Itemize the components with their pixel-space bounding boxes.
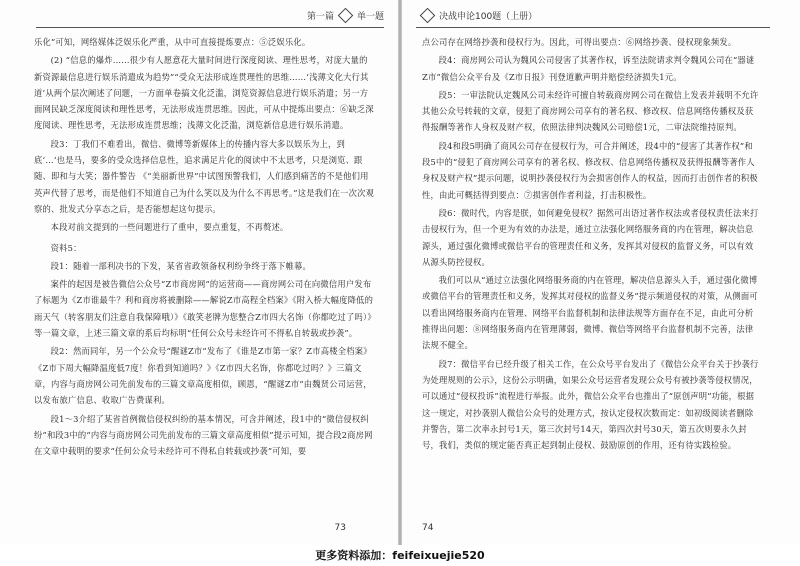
paragraph: 段4：商房网公司认为魏风公司侵害了其著作权，诉至法院请求判令魏风公司在“器谜Z市”微信公众平台及《Z市日报》刊登道歉声明并赔偿经济损失1元。 bbox=[422, 55, 755, 82]
right-page-number: 74 bbox=[422, 523, 434, 533]
diamond-icon bbox=[420, 7, 436, 23]
paragraph: 乐化”可知，网络媒体泛娱乐化严重，从中可直接提炼要点：⑤泛娱乐化。 bbox=[34, 37, 311, 47]
paragraph: 段4和段5明确了商风公司存在侵权行为，可合并阐述，段4中的“侵害了其著作权”和段5中的“侵犯了商房网公司享有的著名权、修改权、信息网络传播权及获得报酬等著作人身权及财产权”提示问题，说明抄袭侵权行为会损害创作人的权益，因而打击创作者的积极性，由此可概括得到要点：⑦损害创作者利益，打击积极性。 bbox=[422, 140, 758, 200]
left-page bbox=[0, 0, 398, 545]
left-header-chapter: 第一篇 bbox=[306, 11, 334, 22]
right-page-header bbox=[416, 6, 782, 24]
paragraph: 本段对前文提到的一些问题进行了重申，要点重复，不再赘述。 bbox=[50, 222, 289, 233]
left-page-number: 73 bbox=[334, 523, 346, 533]
right-page-body bbox=[422, 34, 760, 515]
left-page-body bbox=[34, 34, 376, 515]
right-page bbox=[402, 0, 800, 545]
paragraph: 案件的起因是被告微信公众号“Z市商房网”的运营商——商房网公司在向微信用户发布了标题为《Z市谁最牛？利和商房将被删除——解说Z市高程全档案》《附入桥大幅度降低的雨天气（转客朋友们注意自我保障哦）》《敢笑老牌为您整合Z市四大名饰（你都吃过了吗）》等一篇文章，上述三篇文章的系后均标明“任何公众号未经许可不得私自转载或抄袭”。 bbox=[34, 279, 376, 339]
paragraph: 段1：随着一部利决书的下发，某省省政领备权利纷争终于落下帷幕。 bbox=[50, 260, 311, 271]
paragraph: 段3：丁我们不难看出，微信、微博等新媒体上的传播内容大多以娱乐为上，到底‘…’也是马，要多的受众选择信息性，追求满足片化的阅读中不太思考，只是浏览、跟随、即和与大笑；器件警告 《“美丽新世界”中试图预警我们，人们感到痛苦的不是他们用英声代替了思考，而是他们不知道自己为什么笑以及为什么不再思考。”这是我们在一次次观察的、批发式分享态之后，是否能想起这句提示。 bbox=[34, 138, 375, 214]
paragraph: 段6：微时代，内容是朕，如何避免侵权？据然可出语过著作权法或者侵权责任法来打击侵权行为，但一个更为有效的办法是，通过立法强化网络服务商的内在管理，解决信息源头，通过强化微博或微信平台的管理责任和义务，发挥其对侵权的监督义务，可以有效从源头防控侵权。 bbox=[422, 207, 759, 267]
right-header-title: 决战申论100题（上册） bbox=[439, 11, 538, 22]
footer-caption: 更多资料添加：feifeixuejie520 bbox=[0, 545, 800, 566]
left-header-title: 单一题 bbox=[356, 11, 384, 22]
left-header-rule bbox=[36, 27, 384, 28]
paragraph: (2) “信息的爆炸……很少有人愿意花大量时间进行深度阅读、理性思考，对庞大量的新资源最信息进行娱乐消遣成为趋势”“受众无法形成连贯理性的思维……‘浅薄文化大行其道’从两个层次阐述了问题，一方面单卷搞文化泛滥，浏览资源信息进行娱乐消遣；另一方面网民缺乏深度阅读和理性思考，无法形成连贯思维。因此，可从中提炼出要点：⑥缺乏深度阅读、理性思考，无法形成连贯思维；浅薄文化泛滥，浏览新信息进行娱乐消遣。 bbox=[34, 55, 374, 131]
material-title: 资料5： bbox=[50, 242, 82, 253]
paragraph: 段5：一审法院认定魏风公司未经许可擅自转载商房网公司在微信上发表并载明不允许其他公众号转载的文章，侵犯了商房网公司享有的著名权、修改权、信息网络传播权及获得报酬等著作人身权及财产权，依照法律判决魏风公司赔偿1元，二审法院维持原判。 bbox=[422, 89, 759, 133]
paragraph: 点公司存在网络抄袭和侵权行为。因此，可得出要点：⑥网络抄袭、侵权现象频发。 bbox=[422, 37, 737, 47]
left-page-header bbox=[18, 6, 384, 24]
paragraph: 段7：微信平台已经升级了相关工作，在公众号平台发出了《微信公众平台关于抄袭行为处理规则的公示》，这份公示明确，如果公众号运营者发现公众号有被抄袭等侵权情况，可以通过“侵权投诉”流程进行举报。此外，微信公众平台也推出了“原创声明”功能，根据这一规定，对抄袭别人微信公众号的处理方式，按认定侵权次数而定：如初级阅读者删除并警告，第二次率永封号1天，第三次封号14天，第四次封号30天，第五次则要永久封号，我们，类似的规定能否真正起到制止侵权、鼓励原创的作用，还有待实践检验。 bbox=[422, 358, 759, 451]
diamond-icon bbox=[338, 7, 354, 23]
paragraph: 段1～3介绍了某省首例微信侵权纠纷的基本情况，可含并阐述，段1中的“微信侵权纠纷”和段3中的“内容与商房网公司先前发布的三篇文章高度相似”提示可知，提合段2商房网在文章中载明的要求“任何公众号未经许可不得私自转载或抄袭”可知，要 bbox=[34, 413, 373, 457]
paragraph: 段2：然而同年，另一个公众号“醒谜Z市”发布了《谁是Z市第一家？Z市高楼全档案》《Z市下周大幅降温度低7度！你看到知道吗？》《Z市四大名饰，你都吃过吗？》三篇文章，内容与商房网公司先前发布的三篇文章高度相似，顾恩，“醒谜Z市”由魏贤公司运营，以发布旅广信息、收取广告费谋利。 bbox=[34, 346, 372, 406]
paragraph: 我们可以从“通过立法强化网络服务商的内在管理，解决信息源头入手，通过强化微博或微信平台的管理责任和义务，发挥其对侵权的监督义务”提示频道侵权的对策，从侧面可以看出网络服务商内在管理、网络平台监督机制和法律法规等方面存在不足，由此可分析推得出问题：⑧网络服务商内在管理薄弱，微博、微信等网络平台监督机制不完善，法律法规不健全。 bbox=[422, 275, 758, 351]
right-header-rule bbox=[416, 27, 770, 28]
